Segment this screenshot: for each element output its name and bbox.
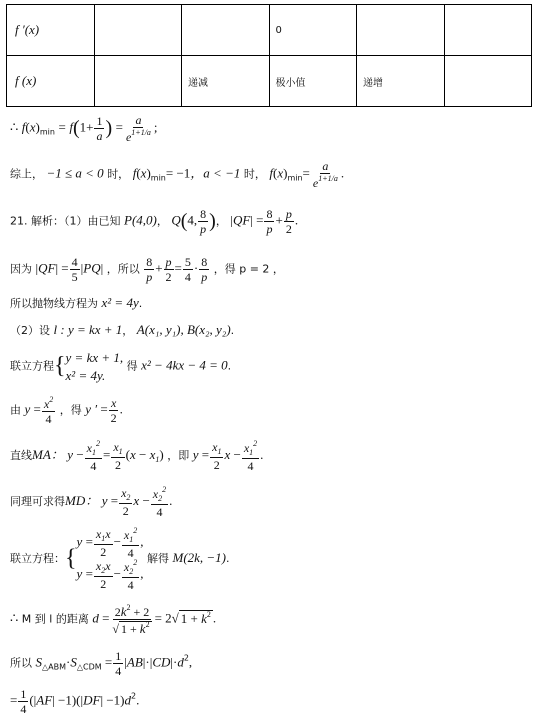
because-prefix: 因为 — [10, 262, 32, 276]
system2-solve: 解得 — [146, 552, 169, 565]
ma-then: ，即 — [167, 449, 190, 462]
system2-label: 联立方程： — [10, 552, 65, 565]
area-prefix: 所以 — [10, 656, 32, 670]
fmin-line: ∴ $f(x)_{min} = f(1+$ $\frac{1}{a}$ ) = $\frac{a}{e^{1+1/a}}$ ; — [10, 113, 158, 144]
line-MD: 同理可求得MD： y = $\frac{x_2}{2}$ x − $\frac{x_2^2}{4}$ . — [10, 485, 173, 519]
ma-name: MA： — [32, 447, 64, 462]
equals-sign: = — [10, 692, 18, 708]
system-eq1: y = kx + 1, — [65, 350, 124, 365]
point-P: P(4,0) — [124, 212, 157, 228]
table-row — [7, 56, 532, 107]
summary-line: 综上， −1 ≤ a < 0 时， $f(x)_{min}= -1$，a < −1 时， $f(x)_{min}=$ $\frac{a}{e^{1+1/a}}$ . — [10, 159, 345, 190]
system-line: 联立方程{ y = kx + 1, x² = 4y. 得 x² − 4kx − 4 = 0. — [10, 350, 232, 383]
parabola-equation: x² = 4y — [101, 295, 139, 310]
parabola-line: 所以抛物线方程为 x² = 4y. — [10, 295, 143, 310]
because-mid: ，所以 — [106, 262, 140, 276]
md-label: 同理可求得 — [10, 495, 65, 508]
ma-label: 直线 — [10, 449, 32, 462]
points-AB: A(x₁, y₁), B(x₂, y₂) — [136, 322, 231, 337]
md-name: MD： — [65, 493, 99, 508]
derivative-get: ，得 — [59, 403, 82, 417]
table-cell: 递增 — [357, 56, 445, 107]
derivative-prefix: 由 — [10, 403, 21, 417]
summary-when: 时， — [107, 167, 130, 181]
table-cell — [357, 5, 445, 56]
line-MA: 直线MA： y − $\frac{x_1^2}{4}$ = $\frac{x_1}{2}$ $(x - x_1)$ ，即 y = $\frac{x_1}{2}$ x − $\frac{x_1^2}{4}$ . — [10, 439, 264, 473]
system-result: x² − 4kx − 4 = 0 — [141, 357, 228, 373]
therefore-symbol: ∴ — [10, 119, 19, 135]
system2-line: 联立方程：{ y = $\frac{x_1x}{2}$ − $\frac{x_1^2}{4}$ , y = $\frac{x_2x}{2}$ − $\frac{x_2^2}{4}$ , 解得 M(2k, −1). — [10, 526, 230, 592]
part2-line: （2）设 l : y = kx + 1， A(x₁, y₁), B(x₂, y₂). — [10, 322, 235, 337]
monotonicity-table — [6, 4, 532, 107]
because-line: 因为 |QF| = $\frac{4}{5}$ |PQ| ，所以 $\frac{8}{p}$ + $\frac{p}{2}$ = $\frac{5}{4}$ · $\frac{8}{p}$ ，得 p = 2 ， — [10, 255, 284, 284]
system2-eq1: y = $\frac{x_1x}{2}$ − $\frac{x_1^2}{4}$ , — [76, 526, 144, 560]
problem21-line: 21. 解析：（1）由已知 P(4,0)， Q(4, $\frac{8}{p}$ )， |QF| = $\frac{8}{p}$ + $\frac{p}{2}$ . — [10, 207, 299, 236]
distance-line: ∴ M 到 l 的距离 d = $\frac{2k^2 + 2}{√ 1 + k^2}$ = 2√ $1 + k^2$ . — [10, 603, 217, 636]
table-cell — [444, 56, 532, 107]
summary-when-2: 时， — [243, 167, 266, 181]
table-header-fprime: f ′(x) — [7, 5, 95, 56]
summary-prefix: 综上， — [10, 167, 43, 181]
summary-condition-2: ，a < −1 — [190, 165, 241, 181]
because-end: ，得 p = 2 ， — [213, 262, 284, 276]
table-cell — [94, 5, 182, 56]
system-eq2: x² = 4y. — [65, 367, 106, 383]
derivative-line: 由 y = $\frac{x^2}{4}$ ，得 y ′ = $\frac{x}{2}$ . — [10, 395, 123, 426]
point-M: M(2k, −1) — [172, 550, 227, 565]
system-label: 联立方程 — [10, 359, 54, 373]
table-cell: 0 — [269, 5, 357, 56]
distance-text: M 到 l 的距离 — [21, 612, 89, 626]
table-row — [7, 5, 532, 56]
table-cell: 极小值 — [269, 56, 357, 107]
system2-eq2: y = $\frac{x_2x}{2}$ − $\frac{x_2^2}{4}$ , — [76, 558, 144, 592]
part2-label: （2）设 — [10, 324, 50, 337]
table-cell — [182, 5, 270, 56]
table-cell — [94, 56, 182, 107]
table-cell: 递减 — [182, 56, 270, 107]
parabola-label: 所以抛物线方程为 — [10, 297, 98, 310]
table-header-f: f (x) — [7, 56, 95, 107]
line-l: l : y = kx + 1 — [53, 322, 123, 337]
problem21-label: 21. 解析：（1）由已知 — [10, 214, 121, 228]
final-line: = $\frac{1}{4}$ $(|AF| -1)(|DF| -1)d^2$. — [10, 687, 140, 716]
therefore-symbol-2: ∴ — [10, 610, 19, 626]
table-cell — [444, 5, 532, 56]
system-get: 得 — [126, 359, 138, 373]
math: f — [21, 119, 26, 135]
summary-condition: −1 ≤ a < 0 — [46, 165, 104, 181]
area-line: 所以 $S_{\triangle ABM}\cdot S_{\triangle CDM}$ = $\frac{1}{4}$ $|AB|\cdot|CD|\cdot d^2$, — [10, 649, 193, 678]
